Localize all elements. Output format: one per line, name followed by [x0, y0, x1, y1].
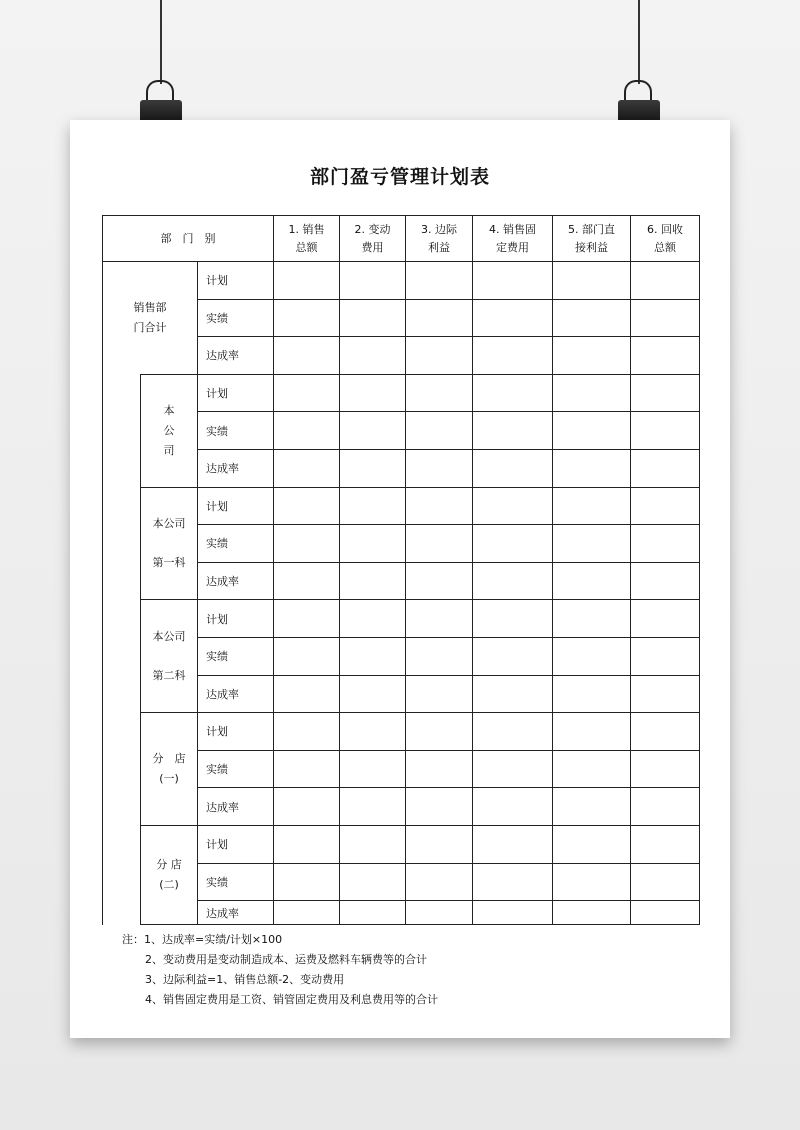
data-cell[interactable]: [631, 262, 700, 300]
data-cell[interactable]: [406, 825, 473, 863]
row-label: 实绩: [198, 863, 274, 901]
row-label: 计划: [198, 713, 274, 751]
data-cell[interactable]: [631, 337, 700, 375]
data-cell[interactable]: [406, 788, 473, 826]
data-cell[interactable]: [553, 901, 631, 925]
data-cell[interactable]: [340, 788, 406, 826]
col-header-fixed-cost: 4. 销售固 定费用: [473, 216, 553, 262]
hanging-wire-left: [160, 0, 162, 84]
data-cell[interactable]: [340, 901, 406, 925]
group-label: 本公司 第二科: [141, 600, 198, 713]
group-label: 本 公 司: [141, 374, 198, 487]
group-label-sales-dept-total: 销售部 门合计: [103, 262, 198, 375]
table-header-row: [103, 216, 700, 262]
row-label: 计划: [198, 487, 274, 525]
data-cell[interactable]: [473, 637, 553, 675]
data-cell[interactable]: [406, 412, 473, 450]
indent-cell: [103, 487, 141, 600]
data-cell[interactable]: [340, 863, 406, 901]
data-cell[interactable]: [473, 825, 553, 863]
table-row: [103, 487, 700, 525]
data-cell[interactable]: [631, 449, 700, 487]
data-cell[interactable]: [406, 675, 473, 713]
data-cell[interactable]: [553, 337, 631, 375]
data-cell[interactable]: [406, 299, 473, 337]
col-header-sales-total: 1. 销售 总额: [274, 216, 340, 262]
data-cell[interactable]: [631, 600, 700, 638]
data-cell[interactable]: [274, 262, 340, 300]
row-label: 实绩: [198, 299, 274, 337]
data-cell[interactable]: [406, 637, 473, 675]
data-cell[interactable]: [631, 525, 700, 563]
data-cell[interactable]: [473, 750, 553, 788]
data-cell[interactable]: [553, 374, 631, 412]
data-cell[interactable]: [473, 600, 553, 638]
row-label: 计划: [198, 600, 274, 638]
data-cell[interactable]: [473, 788, 553, 826]
data-cell[interactable]: [274, 825, 340, 863]
data-cell[interactable]: [406, 863, 473, 901]
data-cell[interactable]: [473, 262, 553, 300]
data-cell[interactable]: [406, 600, 473, 638]
plan-table: [102, 215, 700, 925]
data-cell[interactable]: [553, 637, 631, 675]
data-cell[interactable]: [406, 449, 473, 487]
data-cell[interactable]: [340, 562, 406, 600]
data-cell[interactable]: [274, 863, 340, 901]
indent-cell: [103, 374, 141, 487]
row-label: 实绩: [198, 412, 274, 450]
row-label: 实绩: [198, 637, 274, 675]
data-cell[interactable]: [340, 262, 406, 300]
data-cell[interactable]: [406, 750, 473, 788]
data-cell[interactable]: [553, 600, 631, 638]
col-header-direct-profit: 5. 部门直 接利益: [553, 216, 631, 262]
data-cell[interactable]: [553, 825, 631, 863]
data-cell[interactable]: [631, 675, 700, 713]
data-cell[interactable]: [340, 525, 406, 563]
data-cell[interactable]: [406, 337, 473, 375]
table-row: [103, 600, 700, 638]
data-cell[interactable]: [406, 713, 473, 751]
data-cell[interactable]: [631, 750, 700, 788]
data-cell[interactable]: [473, 713, 553, 751]
note-item: 2、变动费用是变动制造成本、运费及燃料车辆费等的合计: [145, 953, 427, 966]
data-cell[interactable]: [553, 449, 631, 487]
row-label: 达成率: [198, 901, 274, 925]
data-cell[interactable]: [340, 600, 406, 638]
note-item: 注：1、达成率=实绩/计划×100: [122, 933, 283, 946]
data-cell[interactable]: [631, 901, 700, 925]
data-cell[interactable]: [406, 262, 473, 300]
data-cell[interactable]: [274, 901, 340, 925]
data-cell[interactable]: [631, 713, 700, 751]
data-cell[interactable]: [340, 713, 406, 751]
row-label: 计划: [198, 825, 274, 863]
data-cell[interactable]: [473, 412, 553, 450]
document-title: 部门盈亏管理计划表: [309, 166, 490, 188]
group-label: 分 店 (一): [141, 713, 198, 826]
data-cell[interactable]: [274, 525, 340, 563]
data-cell[interactable]: [274, 487, 340, 525]
data-cell[interactable]: [340, 449, 406, 487]
data-cell[interactable]: [406, 525, 473, 563]
note-item: 3、边际利益=1、销售总额-2、变动费用: [145, 973, 345, 986]
row-label: 计划: [198, 374, 274, 412]
data-cell[interactable]: [631, 374, 700, 412]
data-cell[interactable]: [553, 299, 631, 337]
data-cell[interactable]: [274, 788, 340, 826]
row-label: 实绩: [198, 750, 274, 788]
notes: [122, 930, 438, 1010]
data-cell[interactable]: [340, 412, 406, 450]
data-cell[interactable]: [274, 374, 340, 412]
data-cell[interactable]: [473, 675, 553, 713]
data-cell[interactable]: [274, 600, 340, 638]
data-cell[interactable]: [340, 750, 406, 788]
hanging-wire-right: [638, 0, 640, 84]
col-header-variable-cost: 2. 变动 费用: [340, 216, 406, 262]
data-cell[interactable]: [631, 637, 700, 675]
table-row: [103, 713, 700, 751]
col-header-marginal-profit: 3. 边际 利益: [406, 216, 473, 262]
data-cell[interactable]: [340, 374, 406, 412]
data-cell[interactable]: [553, 262, 631, 300]
data-cell[interactable]: [274, 713, 340, 751]
data-cell[interactable]: [473, 374, 553, 412]
row-label: 达成率: [198, 562, 274, 600]
data-cell[interactable]: [473, 449, 553, 487]
data-cell[interactable]: [473, 863, 553, 901]
col-header-recovery-total: 6. 回收 总额: [631, 216, 700, 262]
data-cell[interactable]: [406, 374, 473, 412]
data-cell[interactable]: [274, 562, 340, 600]
data-cell[interactable]: [274, 337, 340, 375]
data-cell[interactable]: [553, 675, 631, 713]
table-body: [103, 262, 700, 925]
data-cell[interactable]: [340, 675, 406, 713]
data-cell[interactable]: [274, 675, 340, 713]
row-label: 达成率: [198, 337, 274, 375]
row-label: 达成率: [198, 788, 274, 826]
data-cell[interactable]: [631, 562, 700, 600]
data-cell[interactable]: [340, 825, 406, 863]
indent-cell: [103, 825, 141, 924]
table-row: [103, 262, 700, 300]
row-label: 达成率: [198, 675, 274, 713]
data-cell[interactable]: [274, 299, 340, 337]
row-label: 计划: [198, 262, 274, 300]
data-cell[interactable]: [473, 337, 553, 375]
group-label: 分 店 (二): [141, 825, 198, 924]
data-cell[interactable]: [553, 412, 631, 450]
data-cell[interactable]: [631, 487, 700, 525]
document-sheet: [70, 120, 730, 1038]
table-row: [103, 374, 700, 412]
table-row: [103, 825, 700, 863]
data-cell[interactable]: [553, 788, 631, 826]
data-cell[interactable]: [473, 562, 553, 600]
data-cell[interactable]: [274, 637, 340, 675]
data-cell[interactable]: [340, 637, 406, 675]
data-cell[interactable]: [553, 750, 631, 788]
data-cell[interactable]: [274, 750, 340, 788]
data-cell[interactable]: [340, 337, 406, 375]
data-cell[interactable]: [473, 487, 553, 525]
data-cell[interactable]: [553, 863, 631, 901]
dept-header: 部 门 别: [103, 216, 274, 262]
data-cell[interactable]: [631, 788, 700, 826]
data-cell[interactable]: [406, 487, 473, 525]
indent-cell: [103, 713, 141, 826]
row-label: 达成率: [198, 449, 274, 487]
data-cell[interactable]: [340, 299, 406, 337]
row-label: 实绩: [198, 525, 274, 563]
data-cell[interactable]: [553, 713, 631, 751]
data-cell[interactable]: [473, 525, 553, 563]
data-cell[interactable]: [274, 449, 340, 487]
data-cell[interactable]: [406, 901, 473, 925]
data-cell[interactable]: [553, 487, 631, 525]
note-item: 4、销售固定费用是工资、销管固定费用及利息费用等的合计: [145, 993, 438, 1006]
data-cell[interactable]: [340, 487, 406, 525]
indent-cell: [103, 600, 141, 713]
data-cell[interactable]: [473, 901, 553, 925]
group-label: 本公司 第一科: [141, 487, 198, 600]
data-cell[interactable]: [631, 825, 700, 863]
data-cell[interactable]: [631, 299, 700, 337]
data-cell[interactable]: [631, 412, 700, 450]
data-cell[interactable]: [406, 562, 473, 600]
data-cell[interactable]: [473, 299, 553, 337]
data-cell[interactable]: [274, 412, 340, 450]
data-cell[interactable]: [631, 863, 700, 901]
data-cell[interactable]: [553, 525, 631, 563]
data-cell[interactable]: [553, 562, 631, 600]
